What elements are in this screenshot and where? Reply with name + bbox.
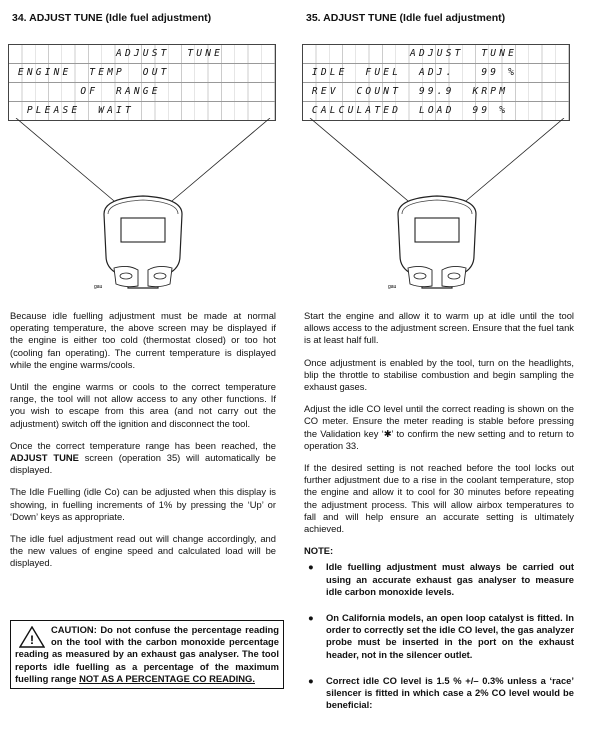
section-title-34: 34. ADJUST TUNE (Idle fuel adjustment) bbox=[12, 12, 212, 24]
lcd-display-34 bbox=[8, 44, 276, 121]
bullet-dot-icon: ● bbox=[308, 561, 314, 573]
device-brand-label: gau bbox=[388, 284, 397, 290]
lcd-row-text: PLEASE WAIT bbox=[9, 105, 134, 116]
bullet-text: On California models, an open loop catalyst is fitted. In order to correctly set the idle CO level, the gas analyzer probe must be inserted in the port on the exhaust header, not in the silencer outlet. bbox=[326, 612, 574, 660]
lcd-row bbox=[9, 64, 275, 83]
note-bullet bbox=[304, 561, 574, 598]
lcd-row-text: ADJUST TUNE bbox=[303, 48, 518, 59]
paragraph: Once the correct temperature range has been reached, the ADJUST TUNE screen (operation 35) will automatically be displayed. bbox=[10, 439, 276, 476]
bullet-text: Correct idle CO level is 1.5 % +/– 0.3% unless a ‘race’ silencer is fitted in which case a 2% CO level would be beneficial: bbox=[326, 674, 574, 711]
svg-text:!: ! bbox=[30, 633, 34, 647]
caution-box bbox=[10, 620, 284, 689]
lcd-row-text: CALCULATED LOAD 99 % bbox=[303, 105, 509, 116]
caution-text: Do not confuse the percentage reading on the tool with the carbon monoxide percentage reading as measured by an exhaust gas analyser. The tool reports idle fuelling as a percentage of the maximum fuelling range bbox=[15, 624, 280, 684]
paragraph: The Idle Fuelling (idle Co) can be adjusted when this display is showing, in fuelling increments of 1% by pressing the ‘Up’ or ‘Down’ keys as appropriate. bbox=[10, 486, 276, 522]
lcd-row-text: IDLE FUEL ADJ. 99 % bbox=[303, 67, 518, 78]
lcd-row-text: REV COUNT 99.9 KRPM bbox=[303, 86, 509, 97]
lcd-row bbox=[303, 64, 569, 83]
paragraph: Because idle fuelling adjustment must be made at normal operating temperature, the above screen may be displayed if the engine is either too cold (thermostat closed) or too hot (cooling fan operating). The current temperature is displayed while the engine warms/cools. bbox=[10, 310, 276, 370]
lcd-row-text: OF RANGE bbox=[9, 86, 161, 97]
caution-emphasis: NOT AS A PERCENTAGE CO READING. bbox=[79, 672, 255, 684]
note-heading: NOTE: bbox=[304, 545, 334, 557]
bullet-dot-icon: ● bbox=[308, 612, 314, 624]
bullet-dot-icon: ● bbox=[308, 674, 314, 686]
lcd-row-text: ADJUST TUNE bbox=[9, 48, 224, 59]
lcd-row bbox=[303, 83, 569, 102]
paragraph: Adjust the idle CO level until the correct reading is shown on the CO meter. Ensure the meter reading is stable before pressing the Validation key ‘✱’ to confirm the new setting and to return to operation 33. bbox=[304, 403, 574, 451]
note-bullet bbox=[304, 612, 574, 661]
diagnostic-tool-illustration bbox=[302, 118, 572, 298]
lcd-row bbox=[9, 45, 275, 64]
device-brand-label: gau bbox=[94, 284, 103, 290]
paragraph: Once adjustment is enabled by the tool, turn on the headlights, blip the throttle to stabilise combustion and begin sampling the exhaust gases. bbox=[304, 356, 574, 393]
paragraph: Start the engine and allow it to warm up at idle until the tool allows access to the adjustment screen. Ensure that the fuel tank is at least half full. bbox=[304, 310, 574, 346]
warning-triangle-icon bbox=[19, 626, 45, 648]
lcd-row bbox=[9, 83, 275, 102]
section-title-35: 35. ADJUST TUNE (Idle fuel adjustment) bbox=[306, 12, 506, 24]
lcd-row bbox=[303, 45, 569, 64]
bullet-text: Idle fuelling adjustment must always be carried out using an accurate exhaust gas analyser to measure idle carbon monoxide levels. bbox=[326, 561, 574, 597]
paragraph: The idle fuel adjustment read out will change accordingly, and the new values of engine speed and calculated load will be displayed. bbox=[10, 533, 276, 569]
paragraph: If the desired setting is not reached before the tool locks out further adjustment due to a rise in the coolant temperature, stop the engine and allow it to cool for 30 minutes before repeating the adjustment process. This will allow airbox temperatures to fall and will help ensure an accurate setting is ultimately achieved. bbox=[304, 462, 574, 535]
body-text bbox=[304, 310, 574, 725]
diagnostic-tool-illustration bbox=[8, 118, 278, 298]
note-bullet bbox=[304, 675, 574, 712]
lcd-display-35 bbox=[302, 44, 570, 121]
caution-label: CAUTION: bbox=[51, 624, 97, 635]
paragraph: Until the engine warms or cools to the correct temperature range, the tool will not allow access to any other functions. If you wish to escape from this area (and not carry out the adjustment) switch off the ignition and disconnect the tool. bbox=[10, 381, 276, 429]
body-text bbox=[10, 310, 276, 580]
lcd-row-text: ENGINE TEMP OUT bbox=[9, 67, 170, 78]
